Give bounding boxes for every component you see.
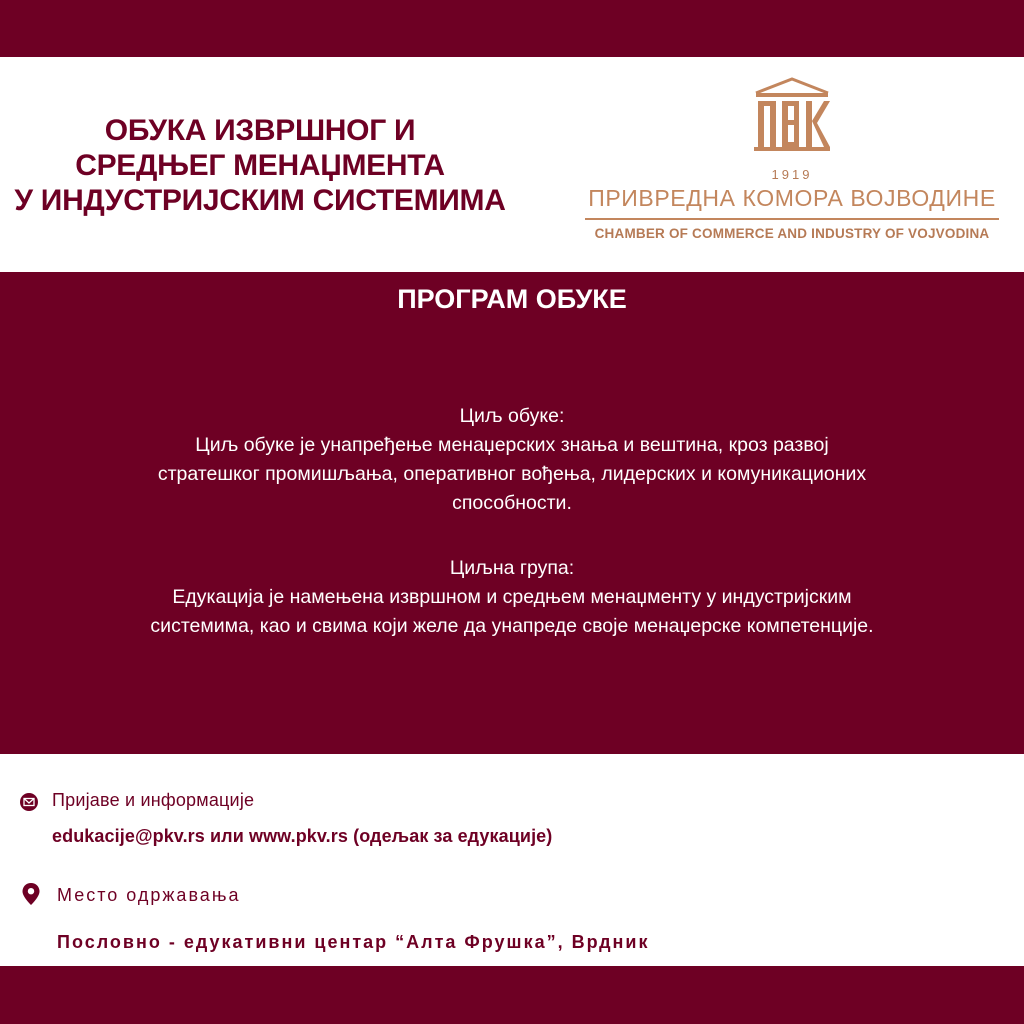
location-pin-icon xyxy=(22,883,40,905)
top-band xyxy=(0,0,1024,57)
target-group-section xyxy=(40,554,984,641)
contact-section xyxy=(0,754,1024,966)
info-contact-value[interactable]: edukacije@pkv.rs или www.pkv.rs (одељак за едукације) xyxy=(52,826,553,846)
goal-heading: Циљ обуке: xyxy=(459,405,565,427)
bottom-band xyxy=(0,966,1024,1024)
logo-subtitle: CHAMBER OF COMMERCE AND INDUSTRY OF VOJVODINA xyxy=(594,226,990,241)
target-group-heading: Циљна група: xyxy=(449,557,575,579)
envelope-icon xyxy=(20,793,38,811)
logo-year: 1919 xyxy=(771,167,813,182)
goal-section xyxy=(40,402,984,518)
chamber-logo xyxy=(580,75,1004,255)
pkv-monogram-icon xyxy=(750,75,834,155)
info-label: Пријаве и информације xyxy=(52,790,255,810)
course-title-line-2: СРЕДЊЕГ МЕНАЏМЕНТА xyxy=(75,149,445,182)
header xyxy=(0,57,1024,272)
logo-divider xyxy=(585,218,999,220)
program-panel xyxy=(0,272,1024,754)
course-title xyxy=(0,113,520,218)
course-title-line-1: ОБУКА ИЗВРШНОГ И xyxy=(104,114,416,147)
program-title: ПРОГРАМ ОБУКЕ xyxy=(397,284,627,314)
logo-name: ПРИВРЕДНА КОМОРА ВОЈВОДИНЕ xyxy=(588,185,996,211)
location-value: Пословно - едукативни центар “Алта Фрушка”, Врдник xyxy=(57,932,650,952)
goal-text: Циљ обуке је унапређење менаџерских знања и вештина, кроз развој стратешког промишљања, оперативног вођења, лидерских и комуникационих способности. xyxy=(157,434,867,514)
location-label: Место одржавања xyxy=(57,885,241,905)
target-group-text: Едукација је намењена извршном и средњем менаџменту у индустријским системима, као и свима који желе да унапреде своје менаџерске компетенције. xyxy=(150,586,874,637)
course-title-line-3: У ИНДУСТРИЈСКИМ СИСТЕМИМА xyxy=(14,184,506,217)
